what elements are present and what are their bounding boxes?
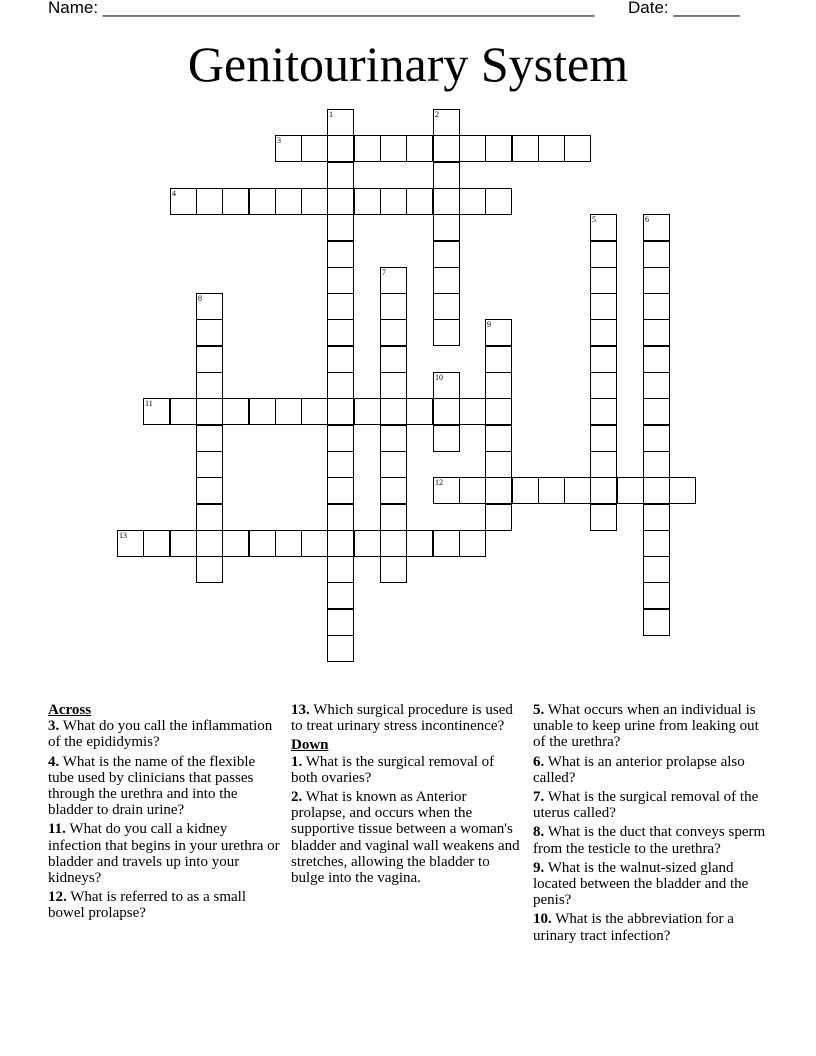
grid-cell[interactable] [433,293,460,320]
grid-cell[interactable] [643,609,670,636]
grid-cell[interactable] [485,425,512,452]
clue-down-2: 2. What is known as Anterior prolapse, and occurs when the supportive tissue between a woman's bladder and vaginal wall weakens and stretches, allowing the bladder to bulge into the vagina. [291,789,520,887]
grid-cell[interactable] [380,451,407,478]
grid-cell[interactable] [433,267,460,294]
grid-cell[interactable] [380,425,407,452]
clue-number: 11 [145,399,153,408]
grid-cell[interactable] [143,530,170,557]
grid-cell[interactable] [433,162,460,189]
grid-cell[interactable] [327,504,354,531]
grid-cell[interactable] [196,477,223,504]
date-field-label: Date: _______ [628,0,740,17]
grid-cell[interactable] [538,477,565,504]
grid-cell[interactable] [196,293,223,320]
grid-cell[interactable] [669,477,696,504]
grid-cell[interactable] [433,398,460,425]
name-field-label: Name: ____________________________________________________ [48,0,595,17]
grid-cell[interactable] [643,214,670,241]
grid-cell[interactable] [354,188,381,215]
grid-cell[interactable] [354,530,381,557]
grid-cell[interactable] [196,346,223,373]
grid-cell[interactable] [643,398,670,425]
grid-cell[interactable] [433,319,460,346]
grid-cell[interactable] [380,504,407,531]
grid-cell[interactable] [590,425,617,452]
grid-cell[interactable] [590,372,617,399]
clue-number: 1 [329,110,333,119]
grid-cell[interactable] [485,319,512,346]
clue-across-3: 3. What do you call the inflammation of the epididymis? [48,718,273,751]
grid-cell[interactable] [380,346,407,373]
clue-down-6: 6. What is an anterior prolapse also called? [533,753,745,786]
grid-cell[interactable] [406,135,433,162]
grid-cell[interactable] [301,135,328,162]
grid-cell[interactable] [196,556,223,583]
clue-down-10: 10. What is the abbreviation for a urinary tract infection? [533,911,734,944]
grid-cell[interactable] [380,319,407,346]
grid-cell[interactable] [485,451,512,478]
clue-number: 4 [172,189,176,198]
grid-cell[interactable] [433,372,460,399]
clue-number: 2 [435,110,439,119]
grid-cell[interactable] [433,530,460,557]
grid-cell[interactable] [459,135,486,162]
grid-cell[interactable] [380,398,407,425]
grid-cell[interactable] [643,556,670,583]
grid-cell[interactable] [459,530,486,557]
grid-cell[interactable] [643,477,670,504]
grid-cell[interactable] [327,582,354,609]
grid-cell[interactable] [196,530,223,557]
grid-cell[interactable] [485,188,512,215]
grid-cell[interactable] [327,556,354,583]
grid-cell[interactable] [433,135,460,162]
clues-column-1 [48,702,284,925]
grid-cell[interactable] [485,346,512,373]
grid-cell[interactable] [327,372,354,399]
grid-cell[interactable] [354,398,381,425]
grid-cell[interactable] [301,530,328,557]
grid-cell[interactable] [590,504,617,531]
grid-cell[interactable] [249,530,276,557]
grid-cell[interactable] [643,319,670,346]
grid-cell[interactable] [196,398,223,425]
grid-cell[interactable] [643,293,670,320]
clue-down-9: 9. What is the walnut-sized gland located between the bladder and the penis? [533,859,749,909]
clue-number: 13 [119,531,127,540]
grid-cell[interactable] [275,135,302,162]
grid-cell[interactable] [196,451,223,478]
clue-number: 5 [592,215,596,224]
clue-number: 9 [487,320,491,329]
grid-cell[interactable] [485,398,512,425]
grid-cell[interactable] [433,214,460,241]
grid-cell[interactable] [380,372,407,399]
clue-down-1: 1. What is the surgical removal of both ovaries? [291,753,495,786]
grid-cell[interactable] [249,398,276,425]
grid-cell[interactable] [380,135,407,162]
grid-cell[interactable] [327,109,354,136]
clue-number: 6 [645,215,649,224]
grid-cell[interactable] [643,346,670,373]
grid-cell[interactable] [406,398,433,425]
grid-cell[interactable] [617,477,644,504]
clues-column-3 [533,702,769,947]
grid-cell[interactable] [380,556,407,583]
grid-cell[interactable] [433,188,460,215]
clue-across-13: 13. Which surgical procedure is used to treat urinary stress incontinence? [291,702,513,735]
grid-cell[interactable] [327,214,354,241]
grid-cell[interactable] [222,188,249,215]
grid-cell[interactable] [327,319,354,346]
clue-down-8: 8. What is the duct that conveys sperm from the testicle to the urethra? [533,824,766,857]
grid-cell[interactable] [222,398,249,425]
grid-cell[interactable] [196,504,223,531]
grid-cell[interactable] [380,477,407,504]
grid-cell[interactable] [301,398,328,425]
clue-across-4: 4. What is the name of the flexible tube used by clinicians that passes through the urethra and into the bladder to drain urine? [48,753,256,819]
grid-cell[interactable] [301,188,328,215]
grid-cell[interactable] [327,530,354,557]
grid-cell[interactable] [354,135,381,162]
grid-cell[interactable] [590,346,617,373]
grid-cell[interactable] [406,188,433,215]
grid-cell[interactable] [327,162,354,189]
grid-cell[interactable] [590,293,617,320]
grid-cell[interactable] [327,425,354,452]
grid-cell[interactable] [643,241,670,268]
grid-cell[interactable] [485,372,512,399]
grid-cell[interactable] [433,109,460,136]
grid-cell[interactable] [275,188,302,215]
grid-cell[interactable] [327,451,354,478]
grid-cell[interactable] [643,425,670,452]
grid-cell[interactable] [380,530,407,557]
grid-cell[interactable] [643,372,670,399]
grid-cell[interactable] [327,188,354,215]
grid-cell[interactable] [327,398,354,425]
grid-cell[interactable] [512,135,539,162]
grid-cell[interactable] [433,241,460,268]
grid-cell[interactable] [170,398,197,425]
grid-cell[interactable] [380,293,407,320]
down-heading: Down [291,737,329,754]
grid-cell[interactable] [564,135,591,162]
grid-cell[interactable] [590,319,617,346]
grid-cell[interactable] [275,530,302,557]
grid-cell[interactable] [170,188,197,215]
grid-cell[interactable] [485,504,512,531]
clue-number: 7 [382,268,386,277]
grid-cell[interactable] [196,425,223,452]
grid-cell[interactable] [327,135,354,162]
grid-cell[interactable] [590,451,617,478]
grid-cell[interactable] [406,530,433,557]
grid-cell[interactable] [196,319,223,346]
grid-cell[interactable] [327,635,354,662]
grid-cell[interactable] [590,214,617,241]
grid-cell[interactable] [327,609,354,636]
grid-cell[interactable] [327,346,354,373]
grid-cell[interactable] [380,188,407,215]
grid-cell[interactable] [590,477,617,504]
grid-cell[interactable] [143,398,170,425]
grid-cell[interactable] [512,477,539,504]
clue-number: 3 [277,136,281,145]
grid-cell[interactable] [327,241,354,268]
clue-across-12: 12. What is referred to as a small bowel prolapse? [48,889,246,922]
grid-cell[interactable] [590,267,617,294]
grid-cell[interactable] [459,188,486,215]
grid-cell[interactable] [327,477,354,504]
grid-cell[interactable] [249,188,276,215]
clue-number: 8 [198,294,202,303]
grid-cell[interactable] [459,477,486,504]
grid-cell[interactable] [327,267,354,294]
grid-cell[interactable] [538,135,565,162]
clue-number: 10 [435,373,443,382]
grid-cell[interactable] [643,530,670,557]
grid-cell[interactable] [222,530,249,557]
grid-cell[interactable] [117,530,144,557]
clues-column-2 [291,702,523,889]
grid-cell[interactable] [590,241,617,268]
clue-across-11: 11. What do you call a kidney infection that begins in your urethra or bladder and travels up into your kidneys? [48,821,280,887]
across-heading: Across [48,702,92,718]
grid-cell[interactable] [433,477,460,504]
grid-cell[interactable] [170,530,197,557]
grid-cell[interactable] [643,267,670,294]
grid-cell[interactable] [564,477,591,504]
grid-cell[interactable] [380,267,407,294]
clue-down-5: 5. What occurs when an individual is unable to keep urine from leaking out of the urethra? [533,702,759,751]
grid-cell[interactable] [433,425,460,452]
grid-cell[interactable] [196,372,223,399]
grid-cell[interactable] [196,188,223,215]
grid-cell[interactable] [459,398,486,425]
grid-cell[interactable] [485,135,512,162]
grid-cell[interactable] [327,293,354,320]
clue-down-7: 7. What is the surgical removal of the uterus called? [533,789,759,822]
grid-cell[interactable] [485,477,512,504]
grid-cell[interactable] [643,582,670,609]
grid-cell[interactable] [643,451,670,478]
grid-cell[interactable] [275,398,302,425]
clue-number: 12 [435,478,443,487]
grid-cell[interactable] [590,398,617,425]
page-title: Genitourinary System [187,36,629,92]
grid-cell[interactable] [643,504,670,531]
